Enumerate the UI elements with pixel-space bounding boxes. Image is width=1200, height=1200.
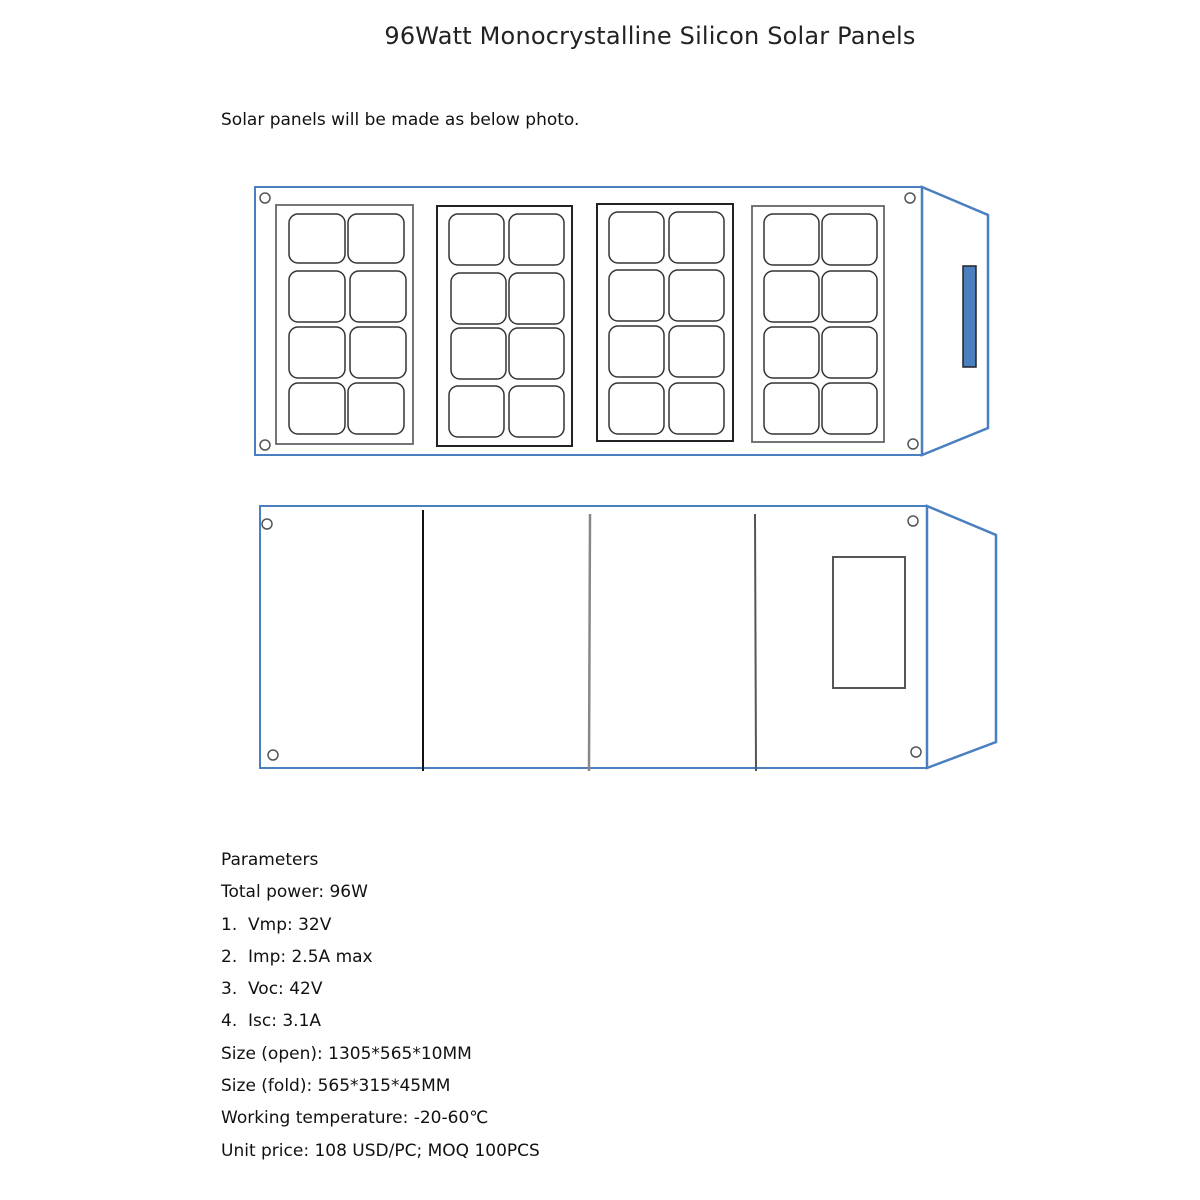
solar-cell [289,383,345,434]
unit-price: Unit price: 108 USD/PC; MOQ 100PCS [221,1140,540,1161]
solar-cell [509,328,564,379]
solar-cell [348,383,404,434]
solar-panel-3 [597,204,733,441]
solar-cell [289,327,345,378]
front-side-flap [922,187,988,455]
solar-cell [822,214,877,265]
solar-cell [449,214,504,265]
solar-cell [669,326,724,377]
solar-cell [348,214,404,263]
solar-cell [609,383,664,434]
parameters-heading: Parameters [221,850,319,870]
corner-hole [905,193,915,203]
document-title: 96Watt Monocrystalline Silicon Solar Panels [384,22,916,50]
parameters-section [221,847,540,1170]
solar-cell [449,386,504,437]
fold-line [755,514,756,771]
param-item-voc [221,976,540,1008]
corner-hole [260,193,270,203]
solar-panel-1 [276,205,413,444]
param-item-number: 3. [221,979,238,1000]
solar-cell [350,271,406,322]
back-side-flap [927,506,996,768]
solar-cell [609,212,664,263]
solar-cell [350,327,406,378]
junction-box [833,557,905,688]
solar-panel-4 [752,206,884,442]
solar-cell [764,271,819,322]
param-item-number: 2. [221,946,238,967]
solar-cell [822,271,877,322]
param-item-vmp [221,912,540,944]
solar-cell [822,327,877,378]
corner-hole [908,439,918,449]
param-item-isc [221,1008,540,1040]
param-item-text: Imp: 2.5A max [248,946,373,967]
solar-cell [764,383,819,434]
solar-cell [764,327,819,378]
solar-cell [509,386,564,437]
solar-cell [669,270,724,321]
solar-cell [822,383,877,434]
solar-cell [764,214,819,265]
solar-cell [609,270,664,321]
working-temperature: Working temperature: -20-60℃ [221,1108,489,1129]
solar-cell [669,383,724,434]
solar-cell [289,214,345,263]
corner-hole [911,747,921,757]
param-item-text: Vmp: 32V [248,914,332,935]
param-item-number: 4. [221,1011,238,1032]
param-item-text: Voc: 42V [248,979,323,1000]
corner-hole [260,440,270,450]
param-item-text: Isc: 3.1A [248,1011,322,1032]
corner-hole [908,516,918,526]
fold-line [589,514,590,771]
solar-cell [451,273,506,324]
solar-panel-2 [437,206,572,446]
back-outer-frame [260,506,927,768]
size-fold: Size (fold): 565*315*45MM [221,1076,451,1097]
front-view-drawing [255,187,988,455]
corner-hole [262,519,272,529]
intro-text: Solar panels will be made as below photo. [221,110,580,130]
solar-cell [289,271,345,322]
solar-cell [669,212,724,263]
handle-slot [963,266,976,367]
solar-cell [509,273,564,324]
total-power: Total power: 96W [221,882,368,903]
corner-hole [268,750,278,760]
size-open: Size (open): 1305*565*10MM [221,1043,472,1064]
solar-cell [509,214,564,265]
back-view-drawing [260,506,996,771]
solar-cell [451,328,506,379]
solar-cell [609,326,664,377]
param-item-imp [221,944,540,976]
param-item-number: 1. [221,914,238,935]
